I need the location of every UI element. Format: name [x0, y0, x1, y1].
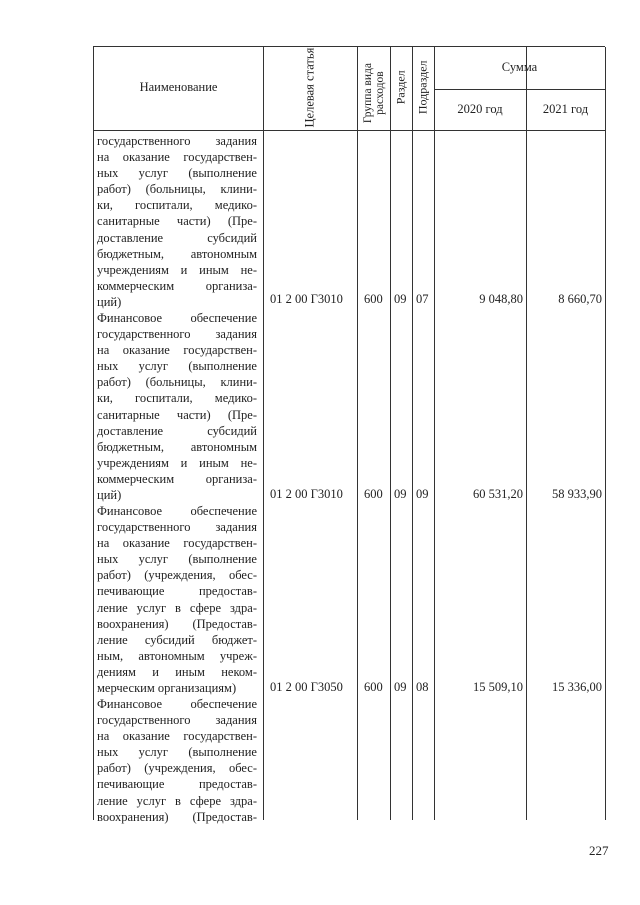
- description-line: коммерческим организа-: [97, 278, 257, 293]
- sum-divider: [434, 89, 605, 90]
- row-description: [97, 310, 257, 503]
- description-line: Финансовое обеспечение: [97, 311, 257, 325]
- description-line: санитарные части) (Пре-: [97, 407, 257, 422]
- col-divider: [263, 47, 264, 820]
- description-line: ление субсидий бюджет-: [97, 632, 257, 647]
- description-line: воохранения) (Предостав-: [97, 616, 257, 631]
- description-line: на оказание государствен-: [97, 343, 257, 358]
- description-line: доставление субсидий: [97, 230, 257, 245]
- row-section: 09: [394, 292, 407, 306]
- description-line: мерческим организациям): [97, 681, 237, 696]
- row-sum-2021: 58 933,90: [552, 487, 602, 501]
- description-line: государственного задания: [97, 134, 257, 148]
- col-divider: [412, 47, 413, 820]
- row-group: 600: [364, 680, 383, 694]
- description-line: на оказание государствен-: [97, 150, 257, 165]
- row-sum-2021: 8 660,70: [558, 292, 602, 306]
- description-line: работ) (больницы, клини-: [97, 182, 257, 197]
- row-article: 01 2 00 Г3010: [270, 292, 343, 306]
- description-line: учреждениям и иным не-: [97, 262, 257, 277]
- col-divider: [357, 47, 358, 820]
- row-subsection: 07: [416, 292, 429, 306]
- row-sum-2021: 15 336,00: [552, 680, 602, 694]
- description-line: Финансовое обеспечение: [97, 504, 257, 518]
- description-line: на оказание государствен-: [97, 536, 257, 551]
- row-subsection: 08: [416, 680, 429, 694]
- header-year-2020: 2020 год: [457, 102, 503, 116]
- col-divider: [390, 47, 391, 820]
- budget-table: [93, 46, 605, 824]
- row-group: 600: [364, 487, 383, 501]
- description-line: печивающие предостав-: [97, 777, 257, 792]
- header-expense-group: Группа вида расходов: [361, 63, 386, 124]
- row-sum-2020: 60 531,20: [473, 487, 523, 501]
- row-section: 09: [394, 680, 407, 694]
- description-line: ций): [97, 488, 122, 503]
- page-number: 227: [589, 843, 609, 858]
- header-sum: Сумма: [501, 60, 538, 74]
- row-sum-2020: 9 048,80: [479, 292, 523, 306]
- description-line: санитарные части) (Пре-: [97, 214, 257, 229]
- description-line: ление услуг в сфере здра-: [97, 793, 257, 808]
- header-subsection: Подраздел: [415, 60, 430, 115]
- description-line: учреждениям и иным не-: [97, 455, 257, 470]
- row-description: [97, 133, 257, 310]
- header-bottom-line: [94, 130, 605, 131]
- description-line: ки, госпитали, медико-: [97, 391, 257, 406]
- description-line: Финансовое обеспечение: [97, 697, 257, 711]
- row-subsection: 09: [416, 487, 429, 501]
- row-description: [97, 696, 257, 825]
- header-target-article: Целевая статья: [302, 47, 317, 128]
- description-line: ных услуг (выполнение: [97, 745, 257, 760]
- description-line: воохранения) (Предостав-: [97, 809, 257, 824]
- description-line: ных услуг (выполнение: [97, 166, 257, 181]
- description-line: государственного задания: [97, 327, 257, 342]
- description-line: бюджетным, автономным: [97, 246, 257, 261]
- description-line: ных услуг (выполнение: [97, 359, 257, 374]
- col-divider: [526, 47, 527, 820]
- description-line: дениям и иным неком-: [97, 664, 257, 679]
- header-year-2021: 2021 год: [542, 102, 589, 116]
- description-line: работ) (учреждения, обес-: [97, 761, 257, 776]
- header-name: Наименование: [139, 80, 218, 94]
- description-line: коммерческим организа-: [97, 471, 257, 486]
- description-line: государственного задания: [97, 713, 257, 728]
- description-line: ных услуг (выполнение: [97, 552, 257, 567]
- row-article: 01 2 00 Г3050: [270, 680, 343, 694]
- row-section: 09: [394, 487, 407, 501]
- row-description: [97, 503, 257, 696]
- description-line: работ) (больницы, клини-: [97, 375, 257, 390]
- description-line: бюджетным, автономным: [97, 439, 257, 454]
- row-group: 600: [364, 292, 383, 306]
- col-divider: [605, 47, 606, 820]
- description-line: государственного задания: [97, 520, 257, 535]
- header-section: Раздел: [393, 70, 408, 105]
- description-line: на оказание государствен-: [97, 729, 257, 744]
- description-line: работ) (учреждения, обес-: [97, 568, 257, 583]
- description-line: ки, госпитали, медико-: [97, 198, 257, 213]
- description-line: доставление субсидий: [97, 423, 257, 438]
- description-line: ным, автономным учреж-: [97, 648, 257, 663]
- description-line: ций): [97, 294, 122, 309]
- row-article: 01 2 00 Г3010: [270, 487, 343, 501]
- description-line: ление услуг в сфере здра-: [97, 600, 257, 615]
- row-sum-2020: 15 509,10: [473, 680, 523, 694]
- col-divider: [434, 47, 435, 820]
- description-line: печивающие предостав-: [97, 584, 257, 599]
